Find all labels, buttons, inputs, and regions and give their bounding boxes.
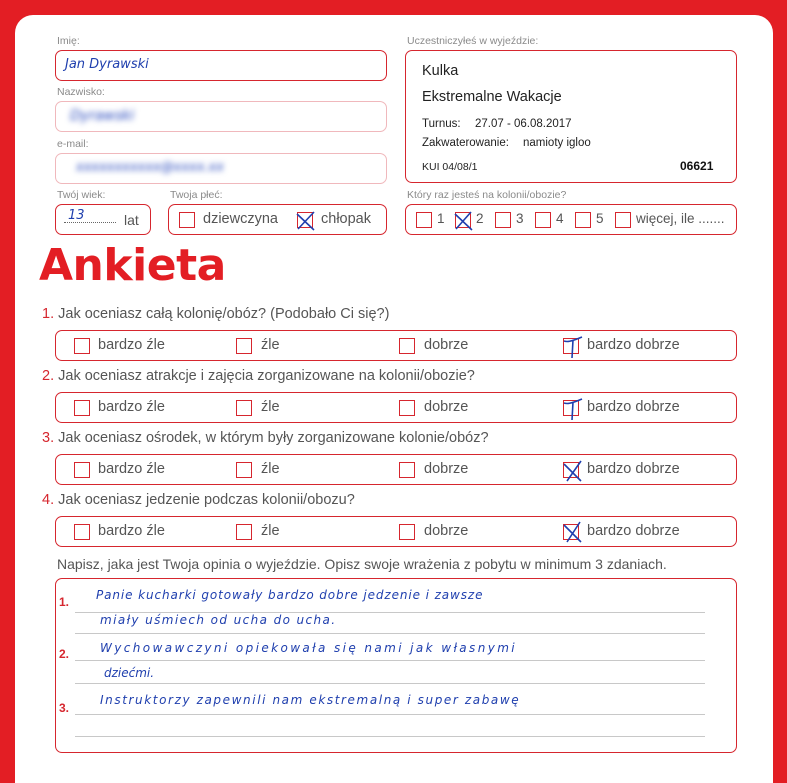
q1-checkbox-bardzo-dobrze[interactable] bbox=[563, 338, 579, 354]
q2-checkbox-zle[interactable] bbox=[236, 400, 252, 416]
q2-checkbox-bardzo-zle[interactable] bbox=[74, 400, 90, 416]
checkbox-time-1[interactable] bbox=[416, 212, 432, 228]
question-1-number: 1. bbox=[42, 306, 55, 322]
opinion-rule-line bbox=[75, 660, 705, 661]
check-mark-icon bbox=[561, 334, 585, 360]
check-mark-icon bbox=[453, 208, 475, 232]
q3-option-zle: źle bbox=[261, 461, 280, 477]
email-value: xxxxxxxxxxx@xxxx.xx bbox=[76, 160, 224, 175]
checkbox-time-3[interactable] bbox=[495, 212, 511, 228]
q4-option-zle: źle bbox=[261, 523, 280, 539]
trip-number: 06621 bbox=[680, 159, 714, 173]
answer-2-line-1: Wychowawczyni opiekowała się nami jak własnymi bbox=[100, 641, 518, 655]
q3-option-bardzo-dobrze: bardzo dobrze bbox=[587, 461, 680, 477]
q4-checkbox-zle[interactable] bbox=[236, 524, 252, 540]
checkbox-dziewczyna[interactable] bbox=[179, 212, 195, 228]
gender-option-dziewczyna: dziewczyna bbox=[203, 211, 278, 227]
check-mark-icon bbox=[561, 458, 585, 484]
trip-code: KUI 04/08/1 bbox=[422, 161, 478, 173]
time-option-2: 2 bbox=[476, 211, 484, 226]
question-3-number: 3. bbox=[42, 430, 55, 446]
question-2 bbox=[42, 368, 475, 384]
q1-option-bardzo-dobrze: bardzo dobrze bbox=[587, 337, 680, 353]
q2-option-dobrze: dobrze bbox=[424, 399, 469, 415]
trip-label: Uczestniczyłeś w wyjeździe: bbox=[407, 35, 539, 47]
age-label: Twój wiek: bbox=[57, 189, 106, 201]
question-3-text: Jak oceniasz ośrodek, w którym były zorganizowane kolonie/obóz? bbox=[58, 430, 489, 446]
checkbox-time-2[interactable] bbox=[455, 212, 471, 228]
question-1-answers bbox=[55, 330, 737, 361]
age-value: 13 bbox=[68, 208, 85, 223]
question-2-text: Jak oceniasz atrakcje i zajęcia zorganizowane na kolonii/obozie? bbox=[58, 368, 475, 384]
trip-box bbox=[405, 50, 737, 183]
question-1 bbox=[42, 306, 389, 322]
checkbox-time-4[interactable] bbox=[535, 212, 551, 228]
q2-option-bardzo-zle: bardzo źle bbox=[98, 399, 165, 415]
time-option-more: więcej, ile ....... bbox=[636, 211, 725, 226]
q4-option-bardzo-dobrze: bardzo dobrze bbox=[587, 523, 680, 539]
q4-checkbox-bardzo-dobrze[interactable] bbox=[563, 524, 579, 540]
gender-field bbox=[168, 204, 387, 235]
q3-checkbox-bardzo-dobrze[interactable] bbox=[563, 462, 579, 478]
which-time-label: Który raz jesteś na kolonii/obozie? bbox=[407, 189, 567, 201]
answer-1-number: 1. bbox=[59, 595, 70, 609]
survey-title: Ankieta bbox=[39, 240, 226, 291]
q1-option-dobrze: dobrze bbox=[424, 337, 469, 353]
opinion-rule-line bbox=[75, 633, 705, 634]
q1-checkbox-bardzo-zle[interactable] bbox=[74, 338, 90, 354]
accommodation-value: namioty igloo bbox=[523, 137, 591, 149]
answer-2-line-2: dziećmi. bbox=[104, 666, 155, 680]
email-label: e-mail: bbox=[57, 138, 89, 150]
q3-checkbox-bardzo-zle[interactable] bbox=[74, 462, 90, 478]
check-mark-icon bbox=[295, 208, 317, 232]
q1-option-zle: źle bbox=[261, 337, 280, 353]
surname-value: Dyrawski bbox=[70, 108, 135, 124]
q3-option-bardzo-zle: bardzo źle bbox=[98, 461, 165, 477]
checkbox-time-5[interactable] bbox=[575, 212, 591, 228]
q3-checkbox-dobrze[interactable] bbox=[399, 462, 415, 478]
answer-1-line-2: miały uśmiech od ucha do ucha. bbox=[100, 613, 337, 627]
trip-line-1: Kulka bbox=[422, 63, 459, 79]
name-value: Jan Dyrawski bbox=[65, 57, 149, 72]
time-option-5: 5 bbox=[596, 211, 604, 226]
q4-checkbox-dobrze[interactable] bbox=[399, 524, 415, 540]
question-2-number: 2. bbox=[42, 368, 55, 384]
q2-checkbox-dobrze[interactable] bbox=[399, 400, 415, 416]
q2-option-zle: źle bbox=[261, 399, 280, 415]
age-field[interactable] bbox=[55, 204, 151, 235]
question-2-answers bbox=[55, 392, 737, 423]
question-4-number: 4. bbox=[42, 492, 55, 508]
accommodation-label: Zakwaterowanie: bbox=[422, 137, 509, 149]
opinion-rule-line bbox=[75, 736, 705, 737]
surname-label: Nazwisko: bbox=[57, 86, 105, 98]
answer-1-line-1: Panie kucharki gotowały bardzo dobre jedzenie i zawsze bbox=[96, 588, 484, 602]
turnus-label: Turnus: bbox=[422, 118, 461, 130]
q2-option-bardzo-dobrze: bardzo dobrze bbox=[587, 399, 680, 415]
which-time-field bbox=[405, 204, 737, 235]
name-label: Imię: bbox=[57, 35, 80, 47]
q3-checkbox-zle[interactable] bbox=[236, 462, 252, 478]
email-field[interactable] bbox=[55, 153, 387, 184]
surname-field[interactable] bbox=[55, 101, 387, 132]
opinion-rule-line bbox=[75, 714, 705, 715]
check-mark-icon bbox=[561, 520, 585, 546]
opinion-prompt: Napisz, jaka jest Twoja opinia o wyjeździe. Opisz swoje wrażenia z pobytu w minimum 3 zdaniach. bbox=[57, 556, 667, 572]
trip-line-2: Ekstremalne Wakacje bbox=[422, 89, 562, 105]
q4-option-dobrze: dobrze bbox=[424, 523, 469, 539]
answer-3-number: 3. bbox=[59, 701, 70, 715]
turnus-value: 27.07 - 06.08.2017 bbox=[475, 118, 572, 130]
age-unit: lat bbox=[124, 212, 139, 228]
question-4 bbox=[42, 492, 355, 508]
opinion-rule-line bbox=[75, 683, 705, 684]
q2-checkbox-bardzo-dobrze[interactable] bbox=[563, 400, 579, 416]
time-option-1: 1 bbox=[437, 211, 445, 226]
checkbox-time-more[interactable] bbox=[615, 212, 631, 228]
q1-checkbox-dobrze[interactable] bbox=[399, 338, 415, 354]
checkbox-chlopak[interactable] bbox=[297, 212, 313, 228]
q1-option-bardzo-zle: bardzo źle bbox=[98, 337, 165, 353]
question-4-text: Jak oceniasz jedzenie podczas kolonii/obozu? bbox=[58, 492, 355, 508]
question-4-answers bbox=[55, 516, 737, 547]
time-option-4: 4 bbox=[556, 211, 564, 226]
q1-checkbox-zle[interactable] bbox=[236, 338, 252, 354]
gender-label: Twoja płeć: bbox=[170, 189, 223, 201]
opinion-box[interactable] bbox=[55, 578, 737, 753]
question-1-text: Jak oceniasz całą kolonię/obóz? (Podobało Ci się?) bbox=[58, 306, 390, 322]
name-field[interactable] bbox=[55, 50, 387, 81]
question-3-answers bbox=[55, 454, 737, 485]
time-option-3: 3 bbox=[516, 211, 524, 226]
check-mark-icon bbox=[561, 396, 585, 422]
q4-checkbox-bardzo-zle[interactable] bbox=[74, 524, 90, 540]
question-3 bbox=[42, 430, 489, 446]
answer-2-number: 2. bbox=[59, 647, 70, 661]
q4-option-bardzo-zle: bardzo źle bbox=[98, 523, 165, 539]
answer-3-line-1: Instruktorzy zapewnili nam ekstremalną i super zabawę bbox=[100, 693, 521, 707]
gender-option-chlopak: chłopak bbox=[321, 211, 371, 227]
q3-option-dobrze: dobrze bbox=[424, 461, 469, 477]
